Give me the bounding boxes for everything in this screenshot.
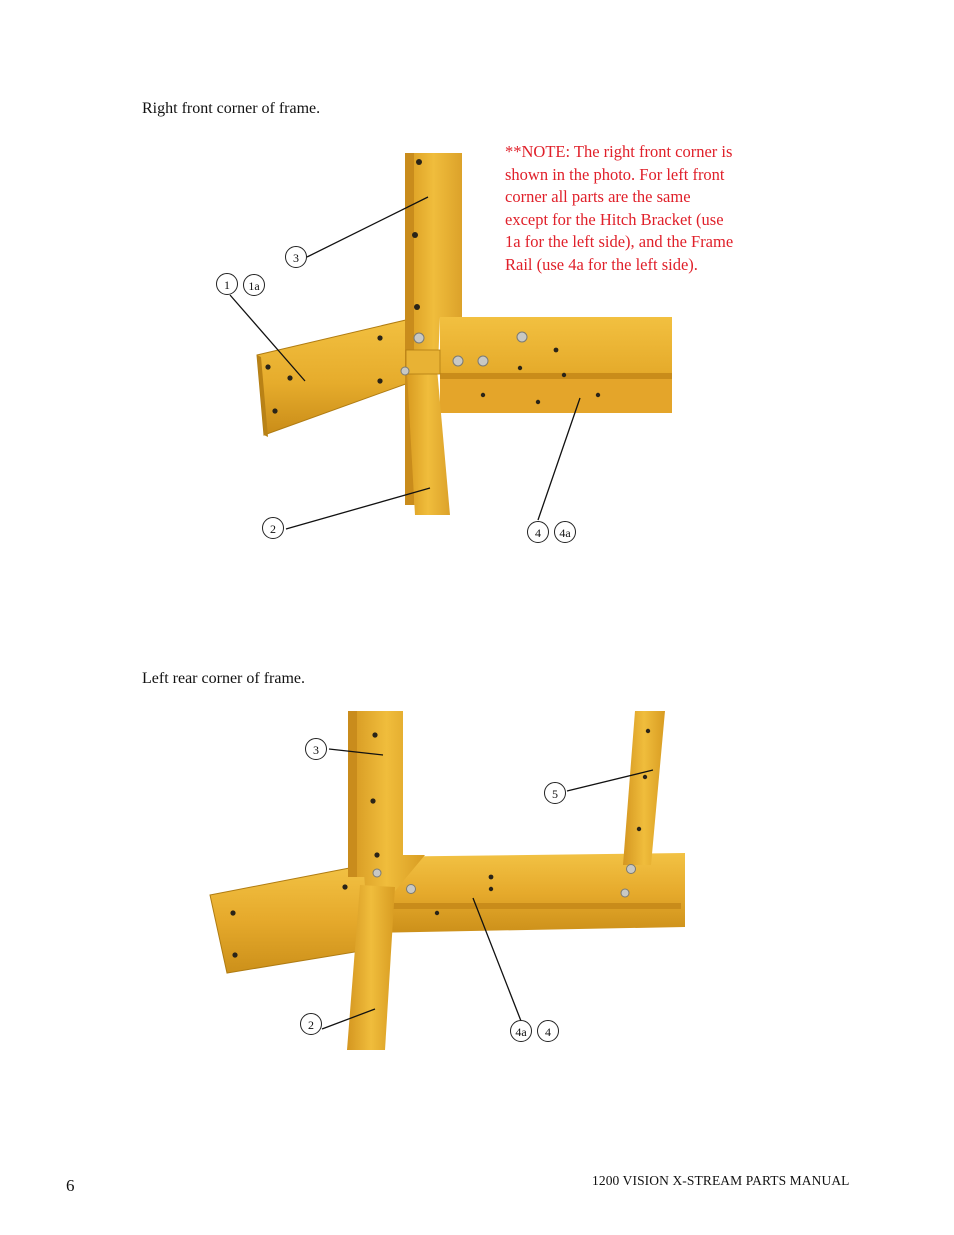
hitch-bracket [257,319,414,435]
photo-right-front-corner [200,145,680,545]
photo2-caption: Left rear corner of frame. [142,670,305,687]
callout-3: 3 [305,738,327,760]
callout-4: 4 [527,521,549,543]
note-line: corner all parts are the same [505,187,691,207]
page-number: 6 [66,1176,75,1195]
callout-3: 3 [285,246,307,268]
callout-1a: 1a [243,274,265,296]
note-line: 1a for the left side), and the Frame [505,232,734,252]
callout-4a: 4a [510,1020,532,1042]
upright-member-right [623,711,665,865]
note-line: shown in the photo. For left front [505,164,725,184]
note-line: except for the Hitch Bracket (use [505,209,724,229]
photo-left-rear-corner [205,705,690,1055]
callout-4: 4 [537,1020,559,1042]
callout-1: 1 [216,273,238,295]
callout-4a: 4a [554,521,576,543]
photo1-caption: Right front corner of frame. [142,100,321,117]
manual-title: 1200 VISION X-STREAM PARTS MANUAL [592,1173,850,1188]
callout-5: 5 [544,782,566,804]
note-line: **NOTE: The right front corner is [505,142,733,161]
note-line: Rail (use 4a for the left side). [505,254,698,274]
callout-2: 2 [262,517,284,539]
callout-2: 2 [300,1013,322,1035]
